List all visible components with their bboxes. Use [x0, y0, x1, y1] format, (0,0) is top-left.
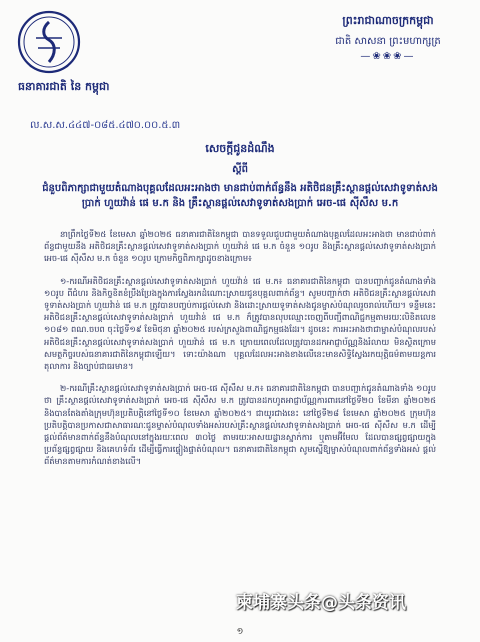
bank-name: ធនាគារជាតិ នៃ កម្ពុជា [18, 80, 110, 93]
letter-number: ល.ស.ស.៤៤៧-០៨៥.៤៧០.០០.៥.៣ [30, 120, 181, 131]
national-motto: ជាតិ សាសនា ព្រះមហាក្សត្រ [335, 36, 441, 47]
notice-body [44, 228, 436, 478]
notice-heading: សេចក្តីជូនដំណឹង [205, 142, 275, 155]
paragraph-case-1: ១-ករណីអតិថិជនគ្រឹះស្ថានផ្តល់សេវាទូទាត់សងប្រាក់ ហួយវ៉ាន់ ផេ ម.ក៖ ធនាគារជាតិនៃកម្ពុជា បានបញ្ជាក់ជូនតំណាងទាំង ១០រូប ពីជំហរ និងកិច្ចខិតខំប្រឹងប្រែងក្នុងការស្វែងរកដំណោះស្រាយជូនបុគ្គលពាក់ព័ន្ធ។ សូមបញ្ជាក់ថា អតិថិជនគ្រឹះស្ថានផ្តល់សេវាទូទាត់សងប្រាក់ ហួយវ៉ាន់ ផេ ម.ក ត្រូវបានបញ្ចប់ការផ្តល់សេវា និងដោះស្រាយទូទាត់សងជូនម្ចាស់បំណុលរួចរាល់ហើយ។ ទន្ទឹមនេះ អតិថិជនគ្រឹះស្ថានផ្តល់សេវាទូទាត់សងប្រាក់ ហួយវ៉ាន់ ផេ ម.ក ក៏ត្រូវបានលុបឈ្មោះចេញពីបញ្ជីពាណិជ្ជកម្មតាមរយៈលិខិតលេខ ១០៨១ ពណ.ចបព ចុះថ្ងៃទី១៩ ខែមិថុនា ឆ្នាំ២០២៥ របស់ក្រសួងពាណិជ្ជកម្មផងដែរ។ ដូចនេះ ការអះអាងថាជាម្ចាស់បំណុលរបស់អតិថិជនគ្រឹះស្ថានផ្តល់សេវាទូទាត់សងប្រាក់ ហួយវ៉ាន់ ផេ ម.ក ក្រោយពេលដែលត្រូវបានដកអាជ្ញាប័ណ្ណនិងរំលាយ មិនស្ថិតក្រោមសមត្ថកិច្ចរបស់ធនាគារជាតិនៃកម្ពុជាឡើយ។ ទោះយ៉ាងណា បុគ្គលដែលអះអាងខាងលើនេះមានសិទ្ធិស្វែងរកយុត្តិធម៌តាមយន្តការតុលាការ និងច្បាប់ជាធរមាន។ [44, 275, 436, 372]
ornament-divider: —❀❀❀— [360, 51, 416, 62]
watermark-text: 柬埔寨头条@头条资讯 [236, 593, 406, 613]
notice-title [40, 142, 440, 211]
page-number: ១ [236, 627, 244, 637]
paragraph-case-2: ២-ករណីគ្រឹះស្ថានផ្តល់សេវាទូទាត់សងប្រាក់ អេច-ផេ ស៊ីសឹស ម.ក៖ ធនាគារជាតិនៃកម្ពុជា បានបញ្ជាក់ជូនតំណាងទាំង ១០រូប ថា គ្រឹះស្ថានផ្តល់សេវាទូទាត់សងប្រាក់ អេច-ផេ ស៊ីសឹស ម.ក ត្រូវបានដកហូតអាជ្ញាប័ណ្ណការពារនៅថ្ងៃទី២០ ខែមីនា ឆ្នាំ២០២៥ និងបានតែងតាំងក្រុមហ៊ុនប្រតិបត្តិនៅថ្ងៃទី១០ ខែមេសា ឆ្នាំ២០២៥។ ជាយូរជាងនេះ នៅថ្ងៃទី២៨ ខែមេសា ឆ្នាំ២០២៥ ក្រុមហ៊ុនប្រតិបត្តិបានប្រកាសជាសាធារណៈជូនម្ចាស់បំណុលទាំងអស់របស់គ្រឹះស្ថានផ្តល់សេវាទូទាត់សងប្រាក់ អេច-ផេ ស៊ីសឹស ម.ក ដើម្បីផ្តល់ព័ត៌មានពាក់ព័ន្ធនឹងបំណុលនៅក្នុងរយៈពេល ៣០ថ្ងៃ តាមរយៈអាសយដ្ឋានស្នាក់ការ ឬតាមអ៊ីមែល ដែលបានផ្សព្វផ្សាយក្នុងប្រព័ន្ធផ្សព្វផ្សាយ និងគេហទំព័រ ដើម្បីធ្វើការផ្ទៀងផ្ទាត់បំណុល។ ធនាគារជាតិនៃកម្ពុជា សូមស្នើឱ្យម្ចាស់បំណុលពាក់ព័ន្ធទាំងអស់ ផ្តល់ព័ត៌មានតាមការកំណត់ខាងលើ។ [44, 383, 436, 467]
notice-subject-label: ស្តីពី [232, 164, 248, 175]
kingdom-name: ព្រះរាជាណាចក្រកម្ពុជា [342, 14, 434, 27]
notice-subject: ជំនួបពិភាក្សាជាមួយតំណាងបុគ្គលដែលអះអាងថា មានជាប់ពាក់ព័ន្ធនឹង អតិថិជន​គ្រឹះស្ថានផ្តល់សេវាទូទាត់សងប្រាក់ ហួយវ៉ាន់ ផេ ម.ក និង គ្រឹះស្ថានផ្តល់សេវាទូទាត់សងប្រាក់ អេច-ផេ ស៊ីសឹស ម.ក [42, 183, 438, 209]
paragraph-intro: នាព្រឹកថ្ងៃទី២៥ ខែមេសា ឆ្នាំ២០២៥ ធនាគារជាតិនៃកម្ពុជា បានទទួលជួបជាមួយតំណាងបុគ្គលដែលអះអាងថា មានជាប់ពាក់ព័ន្ធជាមួយនឹង អតិថិជនគ្រឹះស្ថានផ្តល់សេវាទូទាត់សងប្រាក់ ហួយវ៉ាន់ ផេ ម.ក ចំនួន ១០រូប និងគ្រឹះស្ថានផ្តល់សេវាទូទាត់សងប្រាក់ អេច-ផេ ស៊ីសឹស ម.ក ចំនួន ១០រូប ក្រោមកិច្ចពិភាក្សាដូចខាងក្រោម៖ [44, 229, 436, 264]
kingdom-header [318, 14, 458, 62]
nbc-seal-logo [16, 8, 82, 80]
